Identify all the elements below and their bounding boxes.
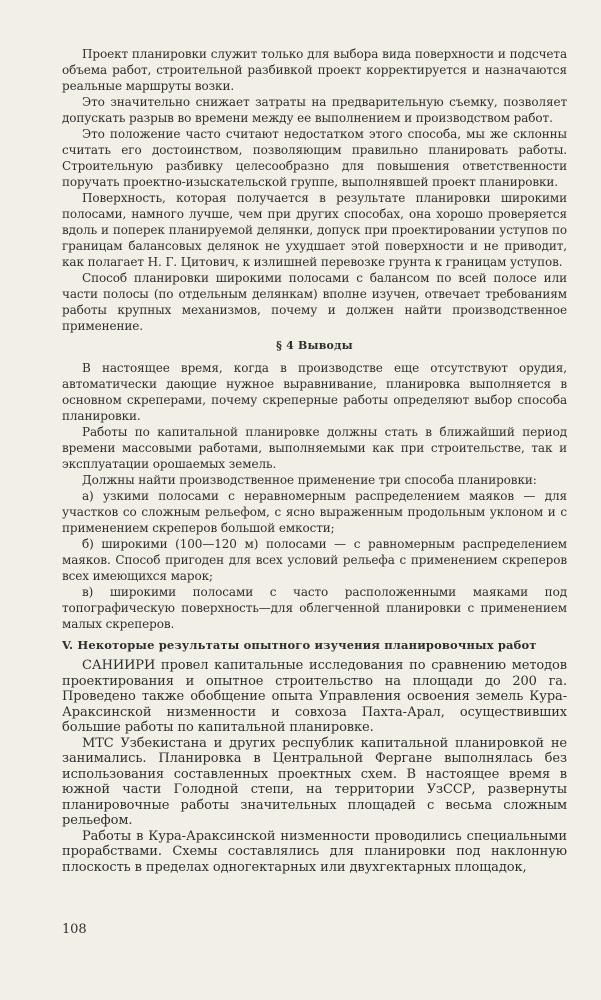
- list-item-a: а) узкими полосами с неравномерным распределением маяков — для участков со сложным рельефом, с ясно выраженным продольным уклоном и с применением скреперов большой емкости;: [62, 489, 567, 535]
- list-item-b: б) широкими (100—120 м) полосами — с равномерным распределением маяков. Способ пригоден для всех условий рельефа с применением скреперов всех имеющихся марок;: [62, 537, 567, 583]
- paragraph: Поверхность, которая получается в результате планировки широкими полосами, намного лучше, чем при других способах, она хорошо проверяется вдоль и поперек планируемой делянки, допуск при проектировании уступов по границам балансовых делянок не ухудшает этой поверхности и не приводит, как полагает Н. Г. Цитович, к излишней перевозке грунта к границам уступов.: [62, 191, 567, 269]
- chapter-heading: V. Некоторые результаты опытного изучения планировочных работ: [62, 638, 537, 652]
- book-page: [62, 46, 567, 966]
- conclusions-heading: § 4 Выводы: [276, 339, 353, 352]
- paragraph: Это значительно снижает затраты на предварительную съемку, позволяет допускать разрыв во времени между ее выполнением и производством работ.: [62, 95, 567, 125]
- paragraph: Работы в Кура-Араксинской низменности проводились специальными прорабствами. Схемы составлялись для планировки под наклонную плоскость в пределах одногектарных или двухгектарных площадок,: [62, 828, 567, 875]
- paragraph: САНИИРИ провел капитальные исследования по сравнению методов проектирования и опытное строительство на площади до 200 га. Проведено также обобщение опыта Управления освоения земель Кура-Араксинской низменности и совхоза Пахта-Арал, осуществивших большие работы по капитальной планировке.: [62, 658, 567, 735]
- paragraph: В настоящее время, когда в производстве еще отсутствуют орудия, автоматически дающие нужное выравнивание, планировка выполняется в основном скреперами, почему скреперные работы определяют выбор способа планировки.: [62, 361, 567, 423]
- section-conclusions: [62, 360, 567, 632]
- paragraph: Способ планировки широкими полосами с балансом по всей полосе или части полосы (по отдельным делянкам) вполне изучен, отвечает требованиям работы крупных механизмов, почему и должен найти производственное применение.: [62, 271, 567, 333]
- paragraph: МТС Узбекистана и других республик капитальной планировкой не занимались. Планировка в Центральной Фергане выполнялась без использования составленных проектных схем. В настоящее время в южной части Голодной степи, на территории УзССР, развернуты планировочные работы значительных площадей с весьма сложным рельефом.: [62, 735, 567, 828]
- paragraph: Проект планировки служит только для выбора вида поверхности и подсчета объема работ, строительной разбивкой проект корректируется и назначаются реальные маршруты возки.: [62, 47, 567, 93]
- paragraph: Работы по капитальной планировке должны стать в ближайший период времени массовыми работами, выполняемыми как при строительстве, так и эксплуатации орошаемых земель.: [62, 425, 567, 471]
- paragraph: Должны найти производственное применение три способа планировки:: [82, 473, 537, 487]
- section-planning-text: [62, 46, 567, 334]
- paragraph: Это положение часто считают недостатком этого способа, мы же склонны считать его достоинством, позволяющим правильно планировать работы. Строительную разбивку целесообразно для повышения ответственности поручать проектно-изыскательской группе, выполнявшей проект планировки.: [62, 127, 567, 189]
- section-experimental-results: [62, 658, 567, 875]
- list-item-c: в) широкими полосами с часто расположенными маяками под топографическую поверхность—для облегченной планировки с применением малых скреперов.: [62, 585, 567, 631]
- page-number: 108: [62, 922, 87, 937]
